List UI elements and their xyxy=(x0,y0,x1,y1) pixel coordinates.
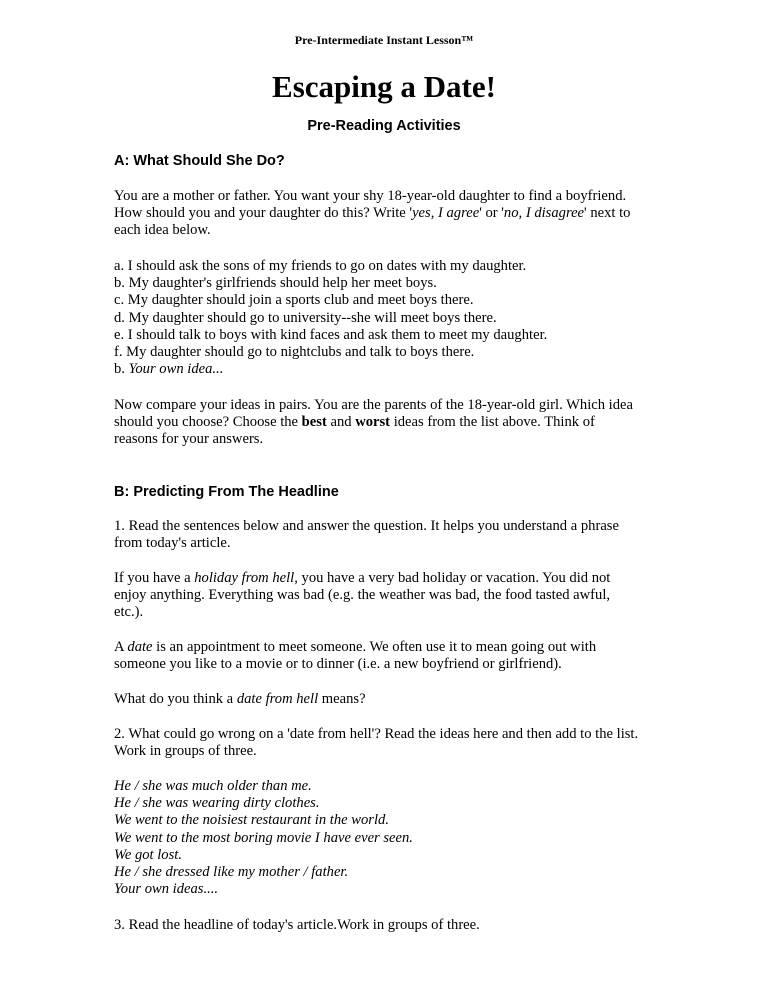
section-b-heading: B: Predicting From The Headline xyxy=(114,484,339,500)
list-item: b. My daughter's girlfriends should help her meet boys. xyxy=(114,275,437,292)
wrong-list xyxy=(114,778,674,898)
section-a-heading: A: What Should She Do? xyxy=(114,153,285,169)
list-item: We got lost. xyxy=(114,846,182,863)
intro-line: How should you and your daughter do this? Write 'yes, I agree' or 'no, I disagree' next to xyxy=(114,205,631,222)
intro-line: You are a mother or father. You want your shy 18-year-old daughter to find a boyfriend. xyxy=(114,188,627,204)
worst-word: worst xyxy=(355,414,391,431)
series-label: Pre-Intermediate Instant Lesson™ xyxy=(294,33,474,47)
ideas-list xyxy=(114,258,674,378)
compare-line: Now compare your ideas in pairs. You are the parents of the 18-year-old girl. Which idea xyxy=(114,397,633,413)
disagree-phrase: no, I disagree xyxy=(503,205,585,222)
section-a-intro xyxy=(114,188,674,240)
page-subtitle: Pre-Reading Activities xyxy=(307,118,461,134)
date-term: date xyxy=(127,639,153,655)
list-item: Your own ideas.... xyxy=(114,881,219,898)
agree-phrase: yes, I agree xyxy=(412,205,480,222)
holiday-definition: If you have a holiday from hell, you have a very bad holiday or vacation. You did not enjoy anything. Everything was bad (e.g. the weather was bad, the food tasted awful, etc.). xyxy=(114,570,611,621)
list-item: He / she was much older than me. xyxy=(114,778,312,794)
list-item: f. My daughter should go to nightclubs and talk to boys there. xyxy=(114,344,475,361)
holiday-term: holiday from hell xyxy=(194,570,295,586)
list-item: We went to the most boring movie I have ever seen. xyxy=(114,829,413,846)
list-item: b. Your own idea... xyxy=(114,361,224,378)
question-1: 1. Read the sentences below and answer the question. It helps you understand a phrase from today's article. xyxy=(114,518,619,552)
list-item: c. My daughter should join a sports club and meet boys there. xyxy=(114,292,474,309)
date-from-hell-term: date from hell xyxy=(236,691,319,707)
best-word: best xyxy=(301,414,327,431)
list-item: e. I should talk to boys with kind faces and ask them to meet my daughter. xyxy=(114,326,548,343)
compare-instructions xyxy=(114,397,674,449)
intro-line: each idea below. xyxy=(114,222,211,239)
compare-line: reasons for your answers. xyxy=(114,431,264,448)
page-title: Escaping a Date! xyxy=(272,69,496,104)
list-item: He / she was wearing dirty clothes. xyxy=(114,795,320,812)
question-3: 3. Read the headline of today's article.Work in groups of three. xyxy=(114,917,480,933)
list-item: a. I should ask the sons of my friends to go on dates with my daughter. xyxy=(114,258,527,274)
date-definition: A date is an appointment to meet someone. We often use it to mean going out with someone you like to a movie or to dinner (i.e. a new boyfriend or girlfriend). xyxy=(114,639,597,673)
list-item: He / she dressed like my mother / father. xyxy=(114,864,349,881)
compare-line: should you choose? Choose the best and worst ideas from the list above. Think of xyxy=(114,414,595,431)
question-2: 2. What could go wrong on a 'date from hell'? Read the ideas here and then add to the list. Work in groups of three. xyxy=(114,726,639,760)
list-item: d. My daughter should go to university--she will meet boys there. xyxy=(114,309,497,326)
date-from-hell-question: What do you think a date from hell means? xyxy=(114,691,366,707)
list-item: We went to the noisiest restaurant in the world. xyxy=(114,812,389,829)
